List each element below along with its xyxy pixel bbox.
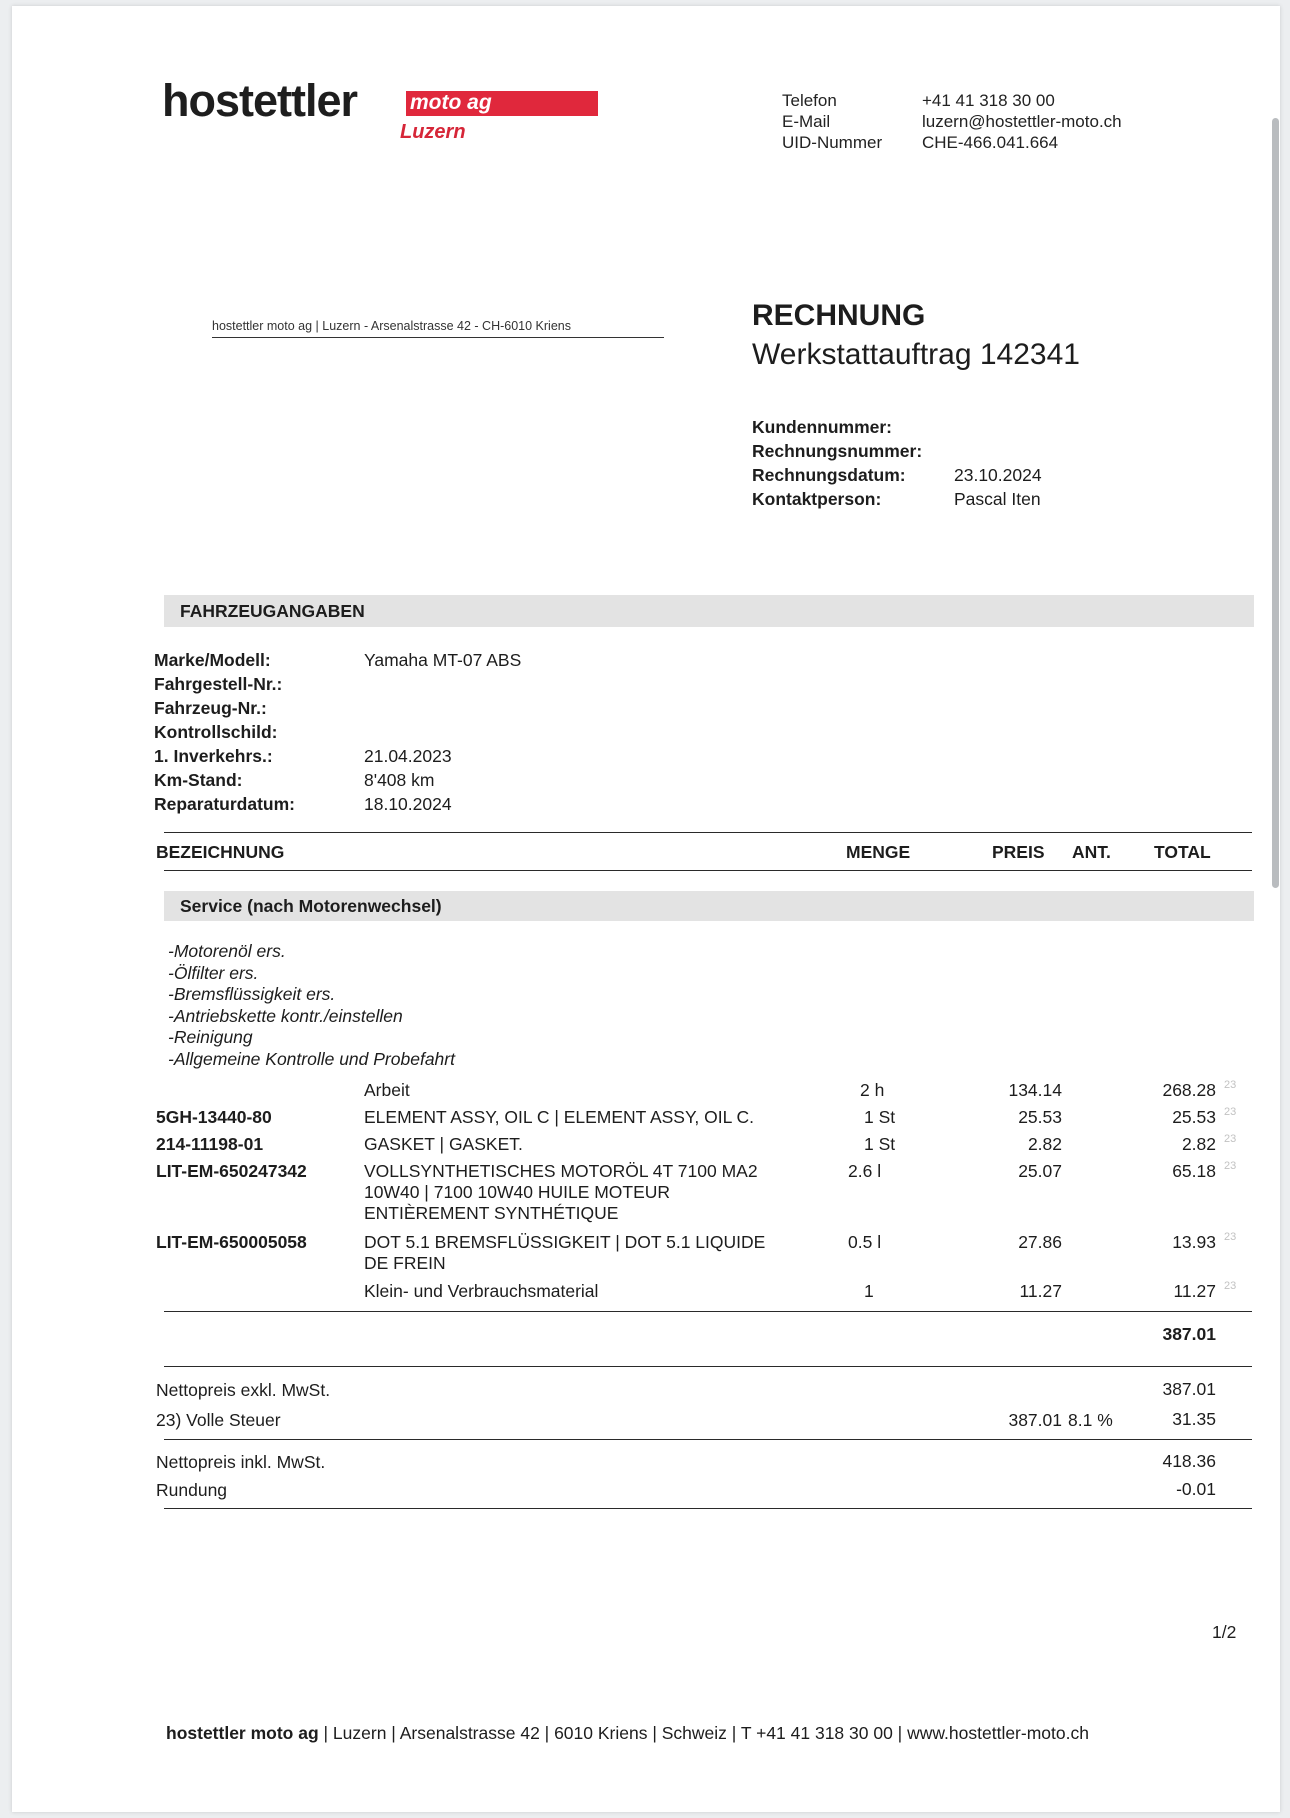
vehicle-chassis-value xyxy=(364,672,521,696)
table-header-rule xyxy=(164,870,1252,871)
row-price: 2.82 xyxy=(1027,1134,1062,1154)
row-tax-code: 23 xyxy=(1224,1133,1237,1145)
vat-rate: 8.1 % xyxy=(1068,1410,1113,1430)
vehicle-model-label: Marke/Modell: xyxy=(154,650,271,670)
vehicle-registration-value: 21.04.2023 xyxy=(364,746,452,766)
net-excl-value: 387.01 xyxy=(1162,1379,1216,1399)
row-price: 11.27 xyxy=(1019,1281,1062,1301)
row-price: 134.14 xyxy=(1008,1080,1062,1100)
subtotal-value: 387.01 xyxy=(1162,1324,1216,1344)
vehicle-number-value xyxy=(364,696,521,720)
page-footer xyxy=(166,1723,1089,1744)
task-item: -Allgemeine Kontrolle und Probefahrt xyxy=(168,1048,455,1069)
row-description-line: VOLLSYNTHETISCHES MOTORÖL 4T 7100 MA2 xyxy=(364,1161,758,1181)
column-header-description: BEZEICHNUNG xyxy=(156,842,285,862)
net-excl-label: Nettopreis exkl. MwSt. xyxy=(156,1380,331,1400)
invoice-info-values xyxy=(954,415,1042,511)
row-quantity: 2.6 l xyxy=(848,1161,882,1181)
row-total: 65.18 xyxy=(1172,1161,1216,1181)
row-tax-code: 23 xyxy=(1224,1160,1237,1172)
vehicle-registration-label: 1. Inverkehrs.: xyxy=(154,746,273,766)
row-description xyxy=(364,1232,765,1274)
vehicle-chassis-label: Fahrgestell-Nr.: xyxy=(154,674,283,694)
row-tax-code: 23 xyxy=(1224,1280,1237,1292)
row-article-code: 5GH-13440-80 xyxy=(156,1107,272,1127)
uid-value: CHE-466.041.664 xyxy=(922,133,1059,152)
company-logo-city: Luzern xyxy=(400,121,466,143)
row-description: GASKET | GASKET. xyxy=(364,1134,523,1154)
phone-label: Telefon xyxy=(782,91,837,110)
vehicle-field-values xyxy=(364,648,521,816)
task-item: -Reinigung xyxy=(168,1027,253,1047)
phone-value: +41 41 318 30 00 xyxy=(922,91,1055,110)
task-item: -Motorenöl ers. xyxy=(168,941,286,961)
invoice-date-value: 23.10.2024 xyxy=(954,465,1042,485)
row-tax-code: 23 xyxy=(1224,1079,1237,1091)
row-description-line: ENTIÈREMENT SYNTHÉTIQUE xyxy=(364,1203,619,1223)
row-description xyxy=(364,1161,758,1224)
customer-number-label: Kundennummer: xyxy=(752,417,892,437)
company-logo-sub: moto ag xyxy=(410,91,492,114)
items-bottom-rule xyxy=(164,1311,1252,1312)
row-article-code: 214-11198-01 xyxy=(156,1134,264,1154)
row-description-line: DE FREIN xyxy=(364,1253,446,1273)
contact-labels xyxy=(782,90,882,153)
column-header-price: PREIS xyxy=(992,842,1045,862)
row-quantity: 0.5 l xyxy=(848,1232,882,1252)
vehicle-field-labels xyxy=(154,648,295,816)
contact-person-label: Kontaktperson: xyxy=(752,489,882,509)
footer-company: hostettler moto ag xyxy=(166,1723,319,1743)
column-header-total: TOTAL xyxy=(1154,842,1211,862)
net-incl-value: 418.36 xyxy=(1162,1451,1216,1471)
net-incl-label: Nettopreis inkl. MwSt. xyxy=(156,1452,326,1472)
invoice-number-label: Rechnungsnummer: xyxy=(752,441,923,461)
vehicle-model-value: Yamaha MT-07 ABS xyxy=(364,650,522,670)
vehicle-section-header xyxy=(164,595,1254,627)
row-description: Klein- und Verbrauchsmaterial xyxy=(364,1281,599,1301)
vehicle-mileage-value: 8'408 km xyxy=(364,770,435,790)
service-group-header xyxy=(164,891,1254,921)
vat-amount: 31.35 xyxy=(1172,1409,1216,1429)
column-header-share: ANT. xyxy=(1072,842,1111,862)
row-tax-code: 23 xyxy=(1224,1106,1237,1118)
vehicle-number-label: Fahrzeug-Nr.: xyxy=(154,698,267,718)
vehicle-plate-value xyxy=(364,720,521,744)
row-tax-code: 23 xyxy=(1224,1231,1237,1243)
vat-label: 23) Volle Steuer xyxy=(156,1410,281,1430)
row-article-code: LIT-EM-650005058 xyxy=(156,1232,307,1252)
row-total: 11.27 xyxy=(1173,1281,1216,1301)
row-total: 25.53 xyxy=(1172,1107,1216,1127)
sender-address-line: hostettler moto ag | Luzern - Arsenalstrasse 42 - CH-6010 Kriens xyxy=(212,319,664,338)
customer-number-value xyxy=(954,415,1042,439)
invoice-page xyxy=(12,6,1280,1812)
vertical-scrollbar[interactable] xyxy=(1272,118,1279,888)
footer-address: | Luzern | Arsenalstrasse 42 | 6010 Kriens | Schweiz | T +41 41 318 30 00 | www.hostettler-moto.ch xyxy=(318,1723,1089,1743)
vat-base: 387.01 xyxy=(1008,1410,1062,1430)
row-total: 13.93 xyxy=(1172,1232,1216,1252)
row-total: 268.28 xyxy=(1162,1080,1216,1100)
task-item: -Antriebskette kontr./einstellen xyxy=(168,1005,403,1026)
vehicle-plate-label: Kontrollschild: xyxy=(154,722,278,742)
rounding-value: -0.01 xyxy=(1176,1479,1216,1499)
row-quantity: 1 St xyxy=(864,1134,896,1154)
uid-label: UID-Nummer xyxy=(782,133,883,152)
invoice-number-value xyxy=(954,439,1042,463)
service-task-list xyxy=(168,941,455,1070)
invoice-date-label: Rechnungsdatum: xyxy=(752,465,906,485)
row-description-line: 10W40 | 7100 10W40 HUILE MOTEUR xyxy=(364,1182,671,1202)
row-price: 25.07 xyxy=(1018,1161,1062,1181)
row-price: 25.53 xyxy=(1018,1107,1062,1127)
row-total: 2.82 xyxy=(1181,1134,1216,1154)
vat-rule xyxy=(164,1439,1252,1440)
company-logo-wordmark: hostettler xyxy=(162,75,358,126)
page-number: 1/2 xyxy=(1212,1622,1237,1642)
table-top-rule xyxy=(164,832,1252,833)
row-description: ELEMENT ASSY, OIL C | ELEMENT ASSY, OIL C. xyxy=(364,1107,755,1127)
email-label: E-Mail xyxy=(782,112,831,131)
column-header-quantity: MENGE xyxy=(846,842,911,862)
subtotal-rule xyxy=(164,1366,1252,1367)
service-group-title: Service (nach Motorenwechsel) xyxy=(180,896,442,916)
rounding-label: Rundung xyxy=(156,1480,228,1500)
vehicle-repair-date-label: Reparaturdatum: xyxy=(154,794,295,814)
document-subtitle: Werkstattauftrag 142341 xyxy=(752,338,1080,371)
row-quantity: 1 St xyxy=(864,1107,896,1127)
row-price: 27.86 xyxy=(1018,1232,1062,1252)
row-article-code: LIT-EM-650247342 xyxy=(156,1161,307,1181)
vehicle-repair-date-value: 18.10.2024 xyxy=(364,794,452,814)
row-description-line: DOT 5.1 BREMSFLÜSSIGKEIT | DOT 5.1 LIQUIDE xyxy=(364,1232,766,1252)
row-quantity: 1 xyxy=(864,1281,874,1301)
totals-bottom-rule xyxy=(164,1508,1252,1509)
document-title: RECHNUNG xyxy=(752,299,926,332)
task-item: -Ölfilter ers. xyxy=(168,962,259,983)
invoice-info-labels xyxy=(752,415,922,511)
vehicle-mileage-label: Km-Stand: xyxy=(154,770,243,790)
contact-person-value: Pascal Iten xyxy=(954,489,1041,509)
vehicle-section-title: FAHRZEUGANGABEN xyxy=(180,601,365,621)
row-quantity: 2 h xyxy=(860,1080,885,1100)
email-value: luzern@hostettler-moto.ch xyxy=(922,112,1122,131)
contact-values xyxy=(922,90,1122,153)
task-item: -Bremsflüssigkeit ers. xyxy=(168,984,336,1004)
row-description: Arbeit xyxy=(364,1080,410,1100)
